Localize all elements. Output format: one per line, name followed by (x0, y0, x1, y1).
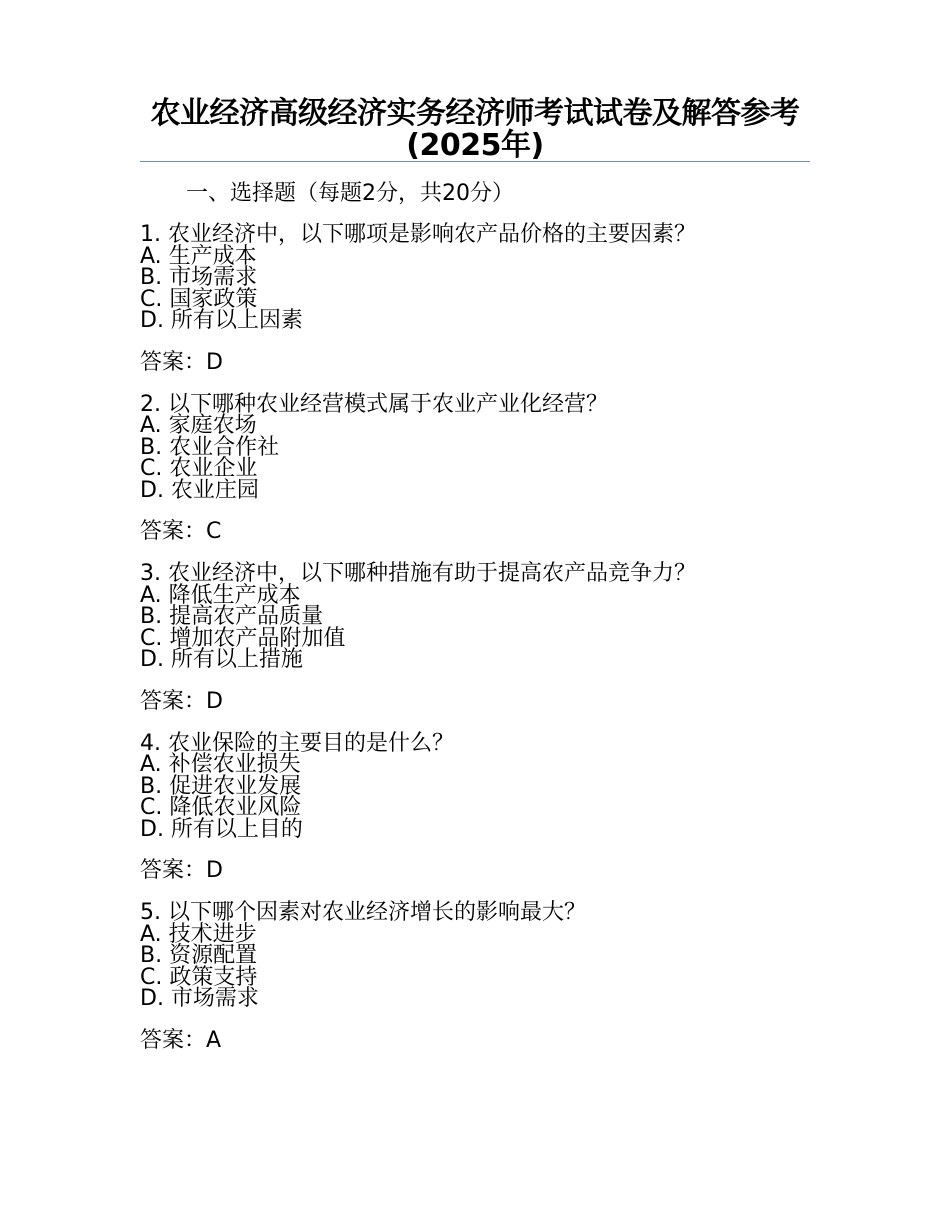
question-option: A. 家庭农场 (140, 413, 257, 438)
question-option: C. 增加农产品附加值 (140, 625, 346, 651)
question-option: D. 市场需求 (140, 986, 259, 1011)
question-item (140, 224, 820, 378)
question-stem: 5. 以下哪个因素对农业经济增长的影响最大？ (140, 900, 586, 925)
question-list (140, 224, 820, 1072)
question-option: C. 农业企业 (140, 456, 258, 481)
question-answer: 答案：C (140, 519, 222, 544)
question-option: A. 降低生产成本 (140, 582, 301, 608)
question-answer: 答案：D (140, 858, 223, 883)
question-answer: 答案：A (140, 1027, 222, 1053)
question-option: D. 所有以上措施 (140, 647, 303, 672)
question-option: B. 促进农业发展 (140, 773, 302, 799)
question-option: D. 所有以上目的 (140, 816, 303, 842)
question-item (140, 391, 820, 548)
question-option: C. 国家政策 (140, 286, 258, 312)
question-option: A. 技术进步 (140, 921, 257, 947)
question-answer: 答案：D (140, 688, 223, 714)
question-answer: 答案：D (140, 349, 223, 375)
question-option: B. 市场需求 (140, 265, 258, 290)
question-option: B. 农业合作社 (140, 434, 280, 460)
question-option: D. 农业庄园 (140, 477, 259, 503)
question-option: C. 降低农业风险 (140, 795, 302, 820)
question-option: B. 资源配置 (140, 943, 258, 968)
question-option: B. 提高农产品质量 (140, 604, 324, 629)
question-option: C. 政策支持 (140, 964, 258, 990)
question-option: A. 生产成本 (140, 243, 257, 269)
question-item (140, 902, 820, 1056)
question-item (140, 730, 820, 887)
question-stem: 2. 以下哪种农业经营模式属于农业产业化经营？ (140, 391, 608, 417)
question-stem: 4. 农业保险的主要目的是什么？ (140, 730, 454, 756)
question-stem: 1. 农业经济中，以下哪项是影响农产品价格的主要因素？ (140, 222, 696, 247)
question-item (140, 563, 820, 717)
section-heading: 一、选择题（每题2分，共20分） (186, 181, 514, 206)
document-title: 农业经济高级经济实务经济师考试试卷及解答参考(2025年) (150, 96, 800, 163)
title-underline (140, 161, 810, 162)
question-stem: 3. 农业经济中，以下哪种措施有助于提高农产品竞争力？ (140, 561, 696, 586)
question-option: D. 所有以上因素 (140, 308, 303, 333)
question-option: A. 补偿农业损失 (140, 752, 301, 777)
